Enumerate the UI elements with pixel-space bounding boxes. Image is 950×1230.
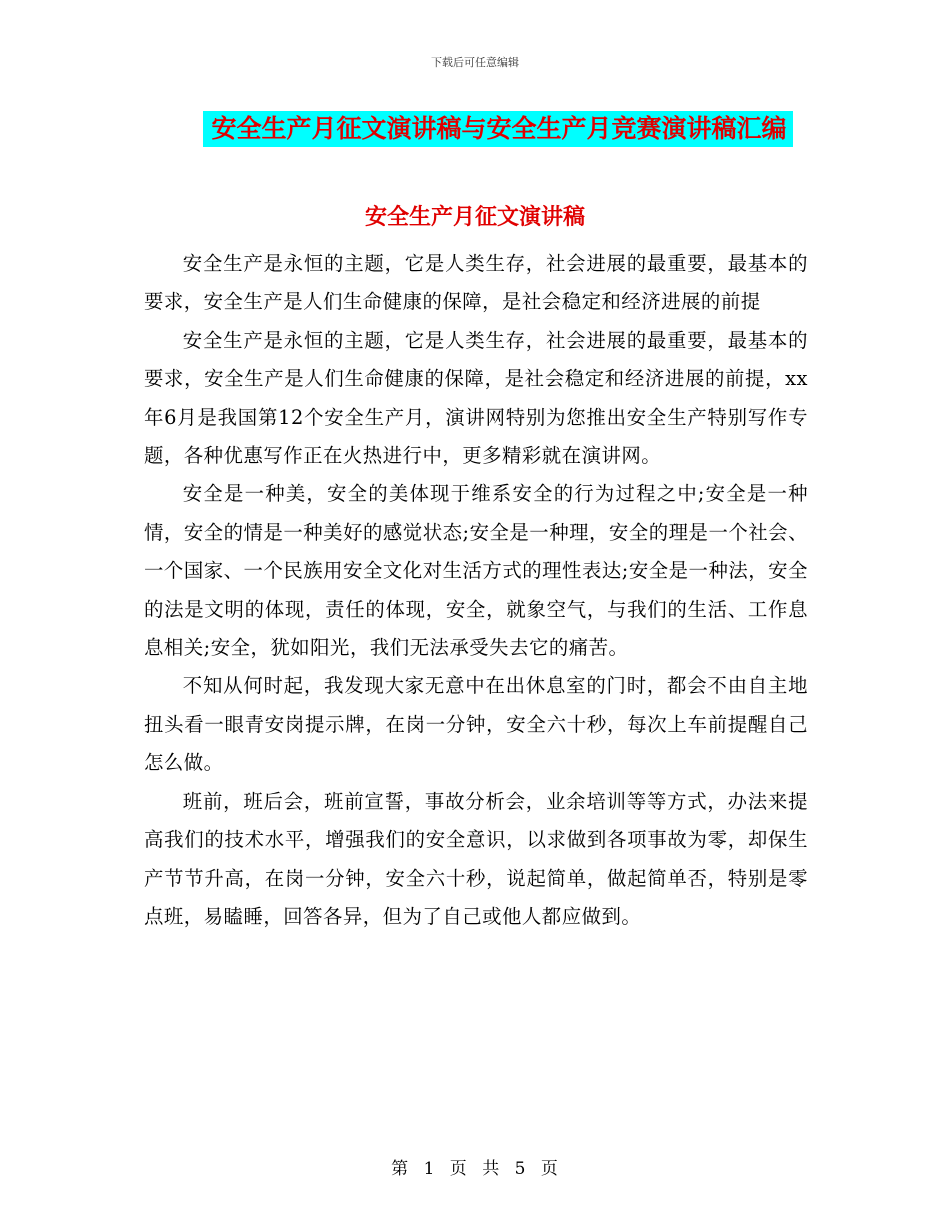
- section-title: 安全生产月征文演讲稿: [364, 205, 585, 230]
- footer-current-page: 1: [423, 1159, 436, 1179]
- footer-prefix: 第: [391, 1159, 410, 1179]
- footer-total-word: 共: [482, 1159, 501, 1179]
- footer-total-pages: 5: [514, 1159, 527, 1179]
- paragraph-4: 不知从何时起，我发现大家无意中在出休息室的门时，都会不由自主地扭头看一眼青安岗提示牌，在岗一分钟，安全六十秒，每次上车前提醒自己怎么做。: [144, 674, 808, 775]
- footer-page-word: 页: [449, 1159, 468, 1179]
- paragraph-2: 安全生产是永恒的主题，它是人类生存，社会进展的最重要，最基本的要求，安全生产是人们生命健康的保障，是社会稳定和经济进展的前提，xx年6月是我国第12个安全生产月，演讲网特别为您推出安全生产特别写作专题，各种优惠写作正在火热进行中，更多精彩就在演讲网。: [144, 328, 808, 468]
- document-title-container: [0, 111, 950, 147]
- page-footer: [0, 1154, 950, 1179]
- footer-suffix: 页: [540, 1159, 559, 1179]
- paragraph-5: 班前，班后会，班前宣誓，事故分析会，业余培训等等方式，办法来提高我们的技术水平，增强我们的安全意识，以求做到各项事故为零，却保生产节节升高，在岗一分钟，安全六十秒，说起简单，做起简单否，特别是零点班，易瞌睡，回答各异，但为了自己或他人都应做到。: [144, 789, 808, 928]
- document-title: 安全生产月征文演讲稿与安全生产月竞赛演讲稿汇编: [203, 111, 792, 147]
- paragraph-1: 安全生产是永恒的主题，它是人类生存，社会进展的最重要，最基本的要求，安全生产是人们生命健康的保障，是社会稳定和经济进展的前提: [144, 252, 808, 314]
- header-note: 下载后可任意编辑: [431, 56, 519, 69]
- body-text: [144, 245, 808, 936]
- paragraph-3: 安全是一种美，安全的美体现于维系安全的行为过程之中;安全是一种情，安全的情是一种美好的感觉状态;安全是一种理，安全的理是一个社会、一个国家、一个民族用安全文化对生活方式的理性表达;安全是一种法，安全的法是文明的体现，责任的体现，安全，就象空气，与我们的生活、工作息息相关;安全，犹如阳光，我们无法承受失去它的痛苦。: [144, 482, 808, 660]
